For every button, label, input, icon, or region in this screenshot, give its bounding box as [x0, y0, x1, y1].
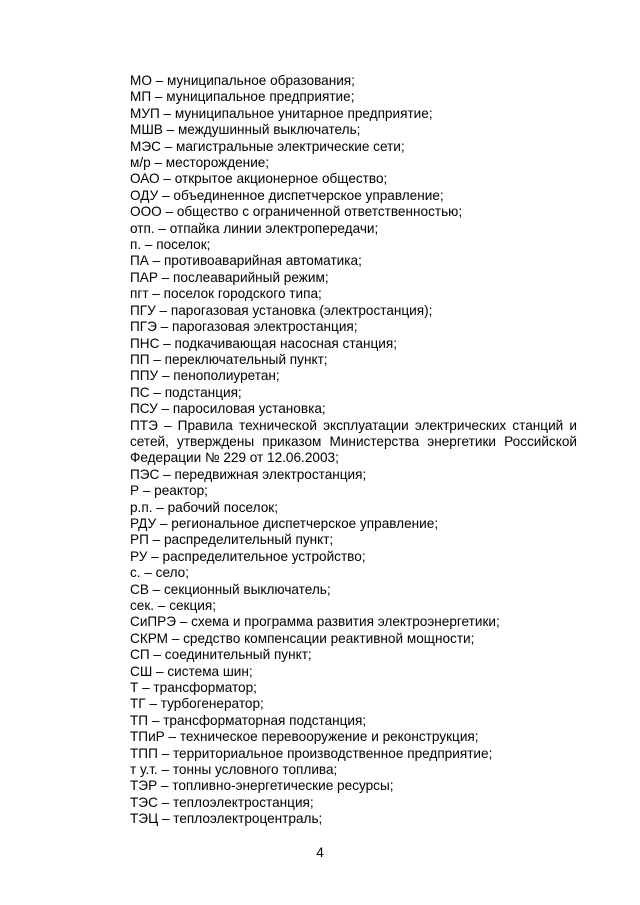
- list-item: ТЭЦ – теплоэлектроцентраль;: [130, 811, 323, 827]
- abbreviation-list: [87, 73, 577, 828]
- list-item-multiline: ПТЭ – Правила технической эксплуатации электрических станций и сетей, утверждены приказом Министерства энергетики Российской Федерации № 229 от 12.06.2003;: [130, 417, 577, 466]
- list-item: ООО – общество с ограниченной ответственностью;: [130, 204, 463, 220]
- list-item: ПАР – послеаварийный режим;: [130, 269, 329, 285]
- list-item: сек. – секция;: [130, 598, 217, 613]
- list-item: п. – поселок;: [130, 237, 211, 253]
- list-item: р.п. – рабочий поселок;: [130, 499, 278, 515]
- list-item: ПС – подстанция;: [130, 384, 242, 400]
- list-item: ОАО – открытое акционерное общество;: [130, 171, 388, 187]
- list-item: МП – муниципальное предприятие;: [130, 89, 355, 105]
- list-item: СП – соединительный пункт;: [130, 647, 312, 663]
- list-item: МЭС – магистральные электрические сети;: [130, 138, 405, 154]
- list-item: МШВ – междушинный выключатель;: [130, 122, 361, 138]
- list-item: ПГУ – парогазовая установка (электростанция);: [130, 302, 433, 318]
- list-item: ПНС – подкачивающая насосная станция;: [130, 335, 397, 351]
- list-item: СШ – система шин;: [130, 663, 253, 679]
- list-item: ПЭС – передвижная электростанция;: [130, 466, 367, 482]
- list-item: Т – трансформатор;: [130, 680, 257, 696]
- list-item: ТГ – турбогенератор;: [130, 696, 264, 712]
- list-item: т у.т. – тонны условного топлива;: [130, 762, 338, 778]
- list-item: РУ – распределительное устройство;: [130, 548, 366, 564]
- list-item: ОДУ – объединенное диспетчерское управление;: [130, 187, 444, 203]
- list-item: пгт – поселок городского типа;: [130, 286, 322, 302]
- list-item: СКРМ – средство компенсации реактивной мощности;: [130, 630, 475, 646]
- list-item: МУП – муниципальное унитарное предприятие;: [130, 105, 433, 121]
- list-item: ПА – противоаварийная автоматика;: [130, 253, 362, 269]
- list-item: ТП – трансформаторная подстанция;: [130, 712, 367, 728]
- list-item: ТЭС – теплоэлектростанция;: [130, 794, 314, 810]
- list-item: ТПиР – техническое перевооружение и реконструкция;: [130, 729, 479, 745]
- list-item: СВ – секционный выключатель;: [130, 581, 331, 597]
- list-item: ППУ – пенополиуретан;: [130, 368, 280, 384]
- list-item: ТЭР – топливно-энергетические ресурсы;: [130, 778, 394, 794]
- list-item: СиПРЭ – схема и программа развития электроэнергетики;: [130, 614, 500, 630]
- list-item: ПСУ – паросиловая установка;: [130, 401, 326, 417]
- list-item: ПП – переключательный пункт;: [130, 351, 328, 367]
- list-item: РДУ – региональное диспетчерское управление;: [130, 515, 439, 531]
- list-item: м/р – месторождение;: [130, 155, 270, 171]
- list-item: ТПП – территориальное производственное предприятие;: [130, 745, 493, 761]
- list-item: отп. – отпайка линии электропередачи;: [130, 220, 379, 236]
- list-item: Р – реактор;: [130, 483, 208, 499]
- list-item: с. – село;: [130, 565, 190, 581]
- page-number: 4: [316, 845, 324, 860]
- list-item: ПГЭ – парогазовая электростанция;: [130, 319, 358, 335]
- list-item: МО – муниципальное образования;: [130, 73, 355, 88]
- list-item: РП – распределительный пункт;: [130, 532, 334, 548]
